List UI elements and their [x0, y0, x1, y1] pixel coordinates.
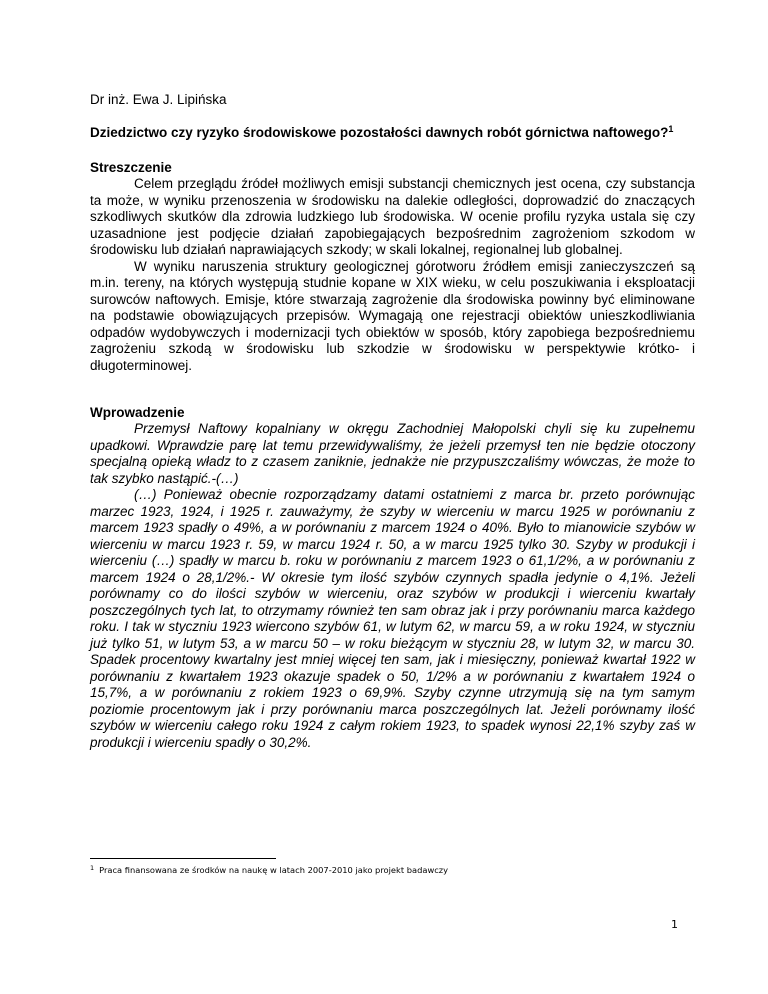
document-title-text: Dziedzictwo czy ryzyko środowiskowe pozostałości dawnych robót górnictwa naftowego?: [90, 125, 669, 140]
introduction-heading: Wprowadzenie: [90, 405, 185, 420]
author-line: Dr inż. Ewa J. Lipińska: [90, 92, 227, 107]
page-number: 1: [671, 918, 678, 931]
title-footnote-marker: 1: [668, 124, 674, 134]
abstract-paragraph-2: W wyniku naruszenia struktury geologicznej górotworu źródłem emisji zanieczyszczeń są m.in. tereny, na których występują studnie kopane w XIX wieku, w celu poszukiwania i eksploatacji surowców naftowych. Emisje, które stwarzają zagrożenie dla środowiska powinny być eliminowane na podstawie obowiązujących przepisów. Wymagają one rejestracji obiektów unieszkodliwiania odpadów wydobywczych i modernizacji tych obiektów w sposób, który zapobiega bezpośredniemu zagrożeniu szkodą w środowisku lub szkodzie w środowisku w perspektywie krótko- i długoterminowej.: [90, 258, 695, 373]
footnote-separator: [90, 858, 276, 859]
document-page: [90, 91, 695, 751]
document-title: [90, 124, 695, 141]
footnote: [90, 864, 448, 876]
section-spacer: [90, 374, 695, 404]
footnote-marker: 1: [90, 864, 95, 872]
footnote-text: Praca finansowana ze środków na naukę w latach 2007-2010 jako projekt badawczy: [99, 865, 449, 875]
introduction-paragraph-1: Przemysł Naftowy kopalniany w okręgu Zachodniej Małopolski chyli się ku zupełnemu upadkowi. Wprawdzie parę lat temu przewidywaliśmy, że jeżeli przemysł ten nie będzie otoczony specjalną opieką władz to z czasem zaniknie, jednakże nie przypuszczaliśmy wówczas, że może to tak szybko nastąpić.-(…): [90, 421, 695, 486]
abstract-paragraph-1: Celem przeglądu źródeł możliwych emisji substancji chemicznych jest ocena, czy substancja ta może, w wyniku przenoszenia w środowisku na dalekie odległości, doprowadzić do znaczących szkodliwych skutków dla zdrowia ludzkiego lub środowiska. W ocenie profilu ryzyka ustala się czy uzasadnione jest podjęcie działań zapobiegających bezpośrednim zagrożeniom szkodom w środowisku lub działań naprawiających szkody; w skali lokalnej, regionalnej lub globalnej.: [90, 176, 695, 257]
introduction-paragraph-2: (…) Ponieważ obecnie rozporządzamy datami ostatniemi z marca br. przeto porównując marzec 1923, 1924, i 1925 r. zauważymy, że szyby w wierceniu w marcu 1925 w porównaniu z marcem 1923 spadły o 49%, a w porównaniu z marcem 1924 o 40%. Było to mianowicie szybów w wierceniu w marcu 1923 r. 59, w marcu 1924 r. 50, a w marcu 1925 tylko 30. Szyby w produkcji i wierceniu (…) spadły w marcu b. roku w porównaniu z marcem 1923 o 61,1/2%, a w porównaniu z marcem 1924 o 28,1/2%.- W okresie tym ilość szybów czynnych spadła jedynie o 4,1%. Jeżeli porównamy co do ilości szybów w wierceniu, oraz szybów w produkcji i wierceniu kwartały poszczególnych tych lat, to otrzymamy również ten sam obraz jak i przy porównaniu marca każdego roku. I tak w styczniu 1923 wiercono szybów 61, w lutym 62, w marcu 59, a w roku 1924, w styczniu już tylko 51, w lutym 53, a w marcu 50 – w roku bieżącym w styczniu 28, w lutym 32, w marcu 30. Spadek procentowy kwartalny jest mniej więcej ten sam, jak i miesięczny, ponieważ kwartał 1922 w porównaniu z kwartałem 1923 okazuje spadek o 50, 1/2% a w porównaniu z kwartałem 1924 o 15,7%, a w porównaniu z rokiem 1923 o 69,9%. Szyby czynne utrzymują się na tym samym poziomie procentowym jak i przy porównaniu marca poszczególnych lat. Jeżeli porównamy ilość szybów w wierceniu całego roku 1924 z całym rokiem 1923, to spadek wynosi 22,1% szyby zaś w produkcji i wierceniu spadły o 30,2%.: [90, 487, 695, 750]
abstract-heading: Streszczenie: [90, 160, 172, 175]
